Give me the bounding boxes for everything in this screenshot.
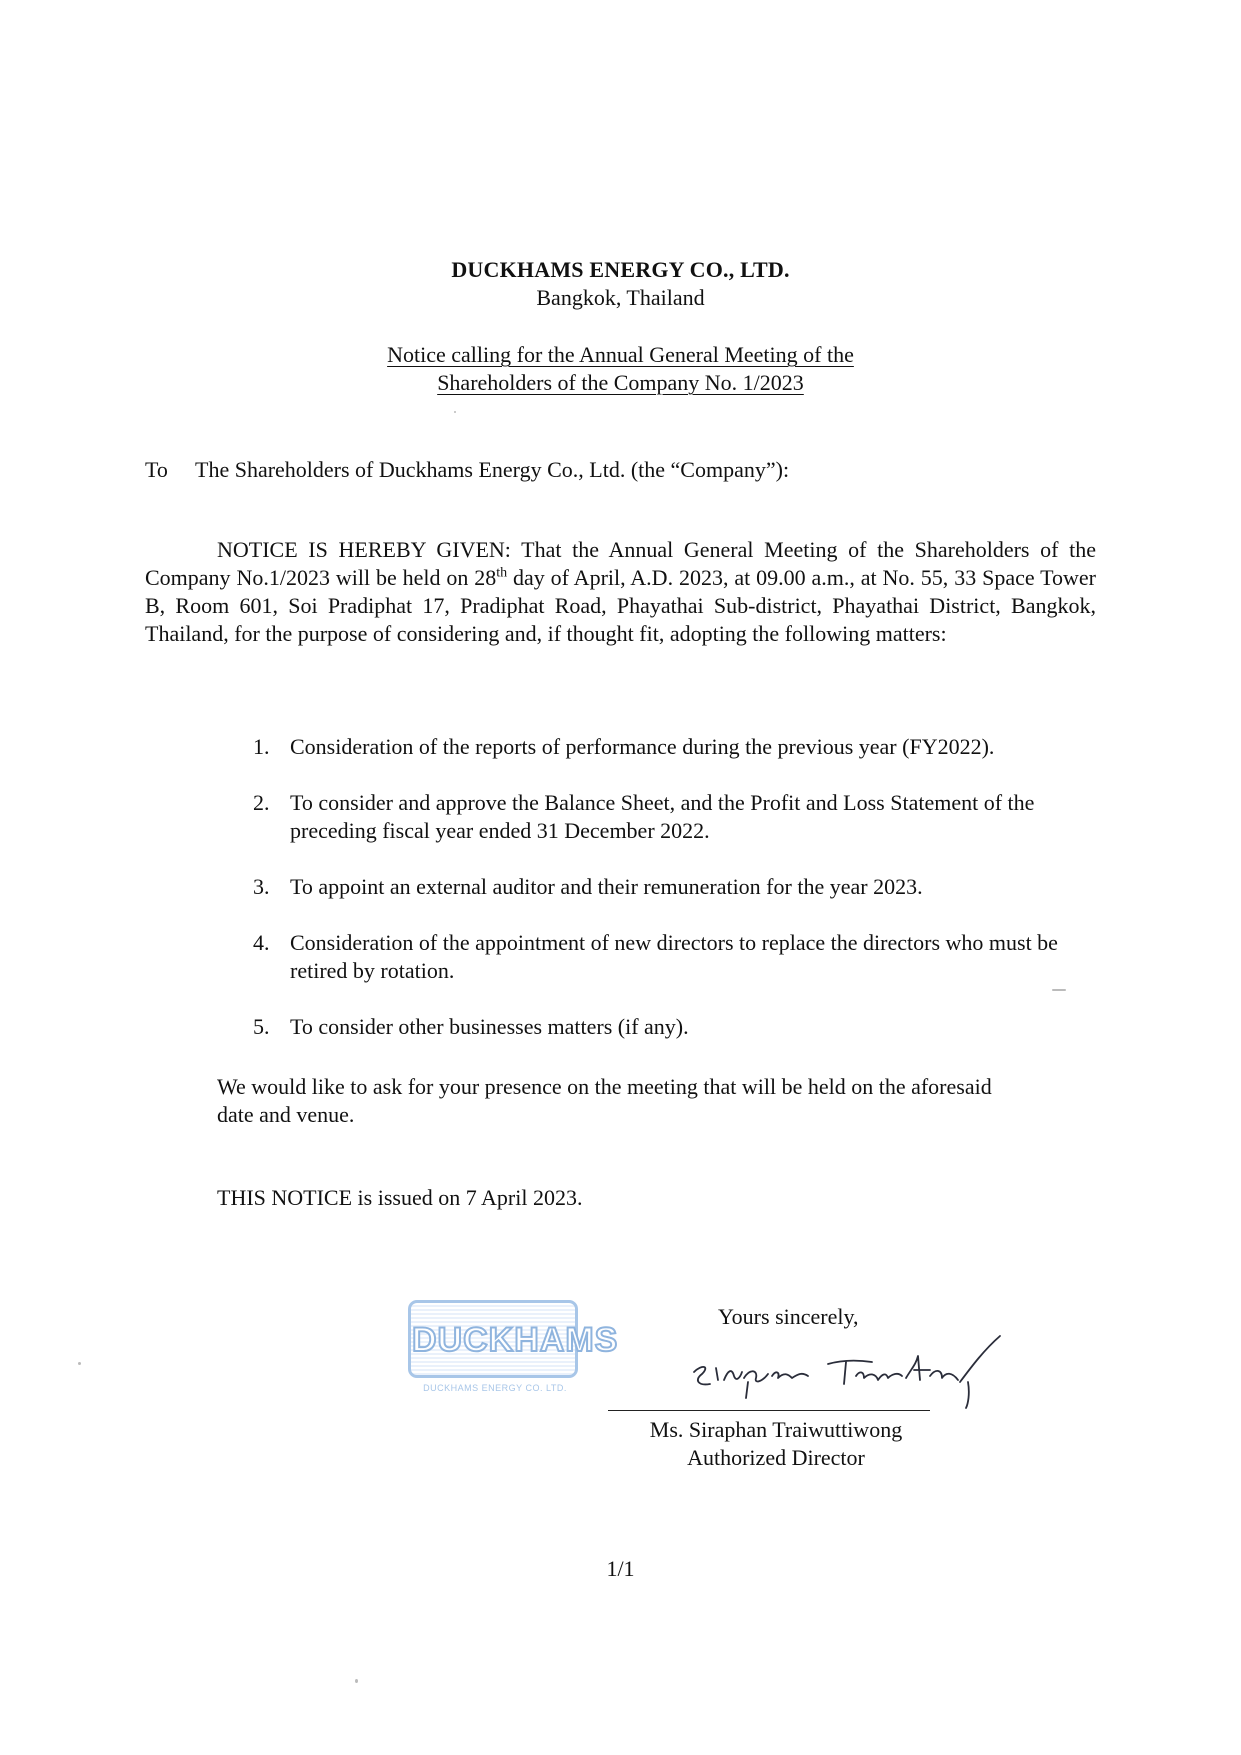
notice-title-line-2: Shareholders of the Company No. 1/2023 (437, 370, 804, 395)
recipient-line (145, 456, 1105, 484)
agenda-item-text: To appoint an external auditor and their remuneration for the year 2023. (290, 874, 923, 899)
scan-speck (1052, 989, 1066, 991)
stamp-logo-text: DUCKHAMS (412, 1321, 619, 1359)
agenda-item-text: Consideration of the reports of performance during the previous year (FY2022). (290, 734, 995, 759)
recipient-text: The Shareholders of Duckhams Energy Co., Ltd. (the “Company”): (195, 457, 790, 482)
body-text-part-1: NOTICE IS HEREBY GIVEN: That the Annual General Meeting of the Shareholders of the Company No.1/2023 will be held on 28 (145, 537, 1096, 590)
agenda-item (250, 873, 1096, 901)
agenda-item-text: Consideration of the appointment of new directors to replace the directors who must be retired by rotation. (290, 930, 1058, 983)
day-ordinal-suffix: th (496, 565, 508, 581)
agenda-item-text: To consider and approve the Balance Sheet, and the Profit and Loss Statement of the preceding fiscal year ended 31 December 2022. (290, 790, 1035, 843)
agenda-item (250, 733, 1096, 761)
scan-speck (454, 411, 456, 413)
presence-request (217, 1073, 1097, 1129)
signer-title: Authorized Director (687, 1445, 865, 1470)
agenda-item (250, 929, 1096, 985)
handwritten-signature (680, 1320, 1020, 1410)
scan-speck (355, 1679, 358, 1683)
company-stamp (406, 1300, 619, 1396)
notice-title (0, 341, 1241, 397)
notice-body-paragraph (145, 536, 1096, 648)
agenda-item-number: 5. (253, 1014, 270, 1039)
recipient-label: To (145, 457, 168, 482)
closing-salutation: Yours sincerely, (718, 1304, 859, 1329)
agenda-item-number: 2. (253, 790, 270, 815)
agenda-item (250, 1013, 1096, 1041)
agenda-item (250, 789, 1096, 845)
agenda-item-number: 1. (253, 734, 270, 759)
agenda-item-text: To consider other businesses matters (if any). (290, 1014, 689, 1039)
scan-speck (78, 1362, 81, 1365)
agenda-item-number: 4. (253, 930, 270, 955)
presence-request-line-2: date and venue. (217, 1102, 355, 1127)
company-name: DUCKHAMS ENERGY CO., LTD. (451, 257, 790, 282)
signature-line (608, 1410, 930, 1411)
company-location: Bangkok, Thailand (536, 285, 705, 310)
presence-request-line-1: We would like to ask for your presence on the meeting that will be held on the aforesaid (217, 1074, 992, 1099)
signer-name: Ms. Siraphan Traiwuttiwong (649, 1417, 903, 1442)
page-number: 1/1 (606, 1556, 635, 1581)
body-text-part-2: day of April, A.D. 2023, at 09.00 a.m., at No. 55, 33 Space Tower B, Room 601, Soi Pradiphat 17, Pradiphat Road, Phayathai Sub-district, Phayathai District, Bangkok, Thailand, for the purpose of considering and, if thought fit, adopting the following matters: (145, 565, 1096, 646)
notice-title-line-1: Notice calling for the Annual General Meeting of the (387, 342, 854, 367)
agenda-item-number: 3. (253, 874, 270, 899)
agenda-list (250, 733, 1096, 1069)
stamp-subtitle: DUCKHAMS ENERGY CO. LTD. (423, 1383, 567, 1393)
issue-date-line: THIS NOTICE is issued on 7 April 2023. (217, 1185, 583, 1210)
